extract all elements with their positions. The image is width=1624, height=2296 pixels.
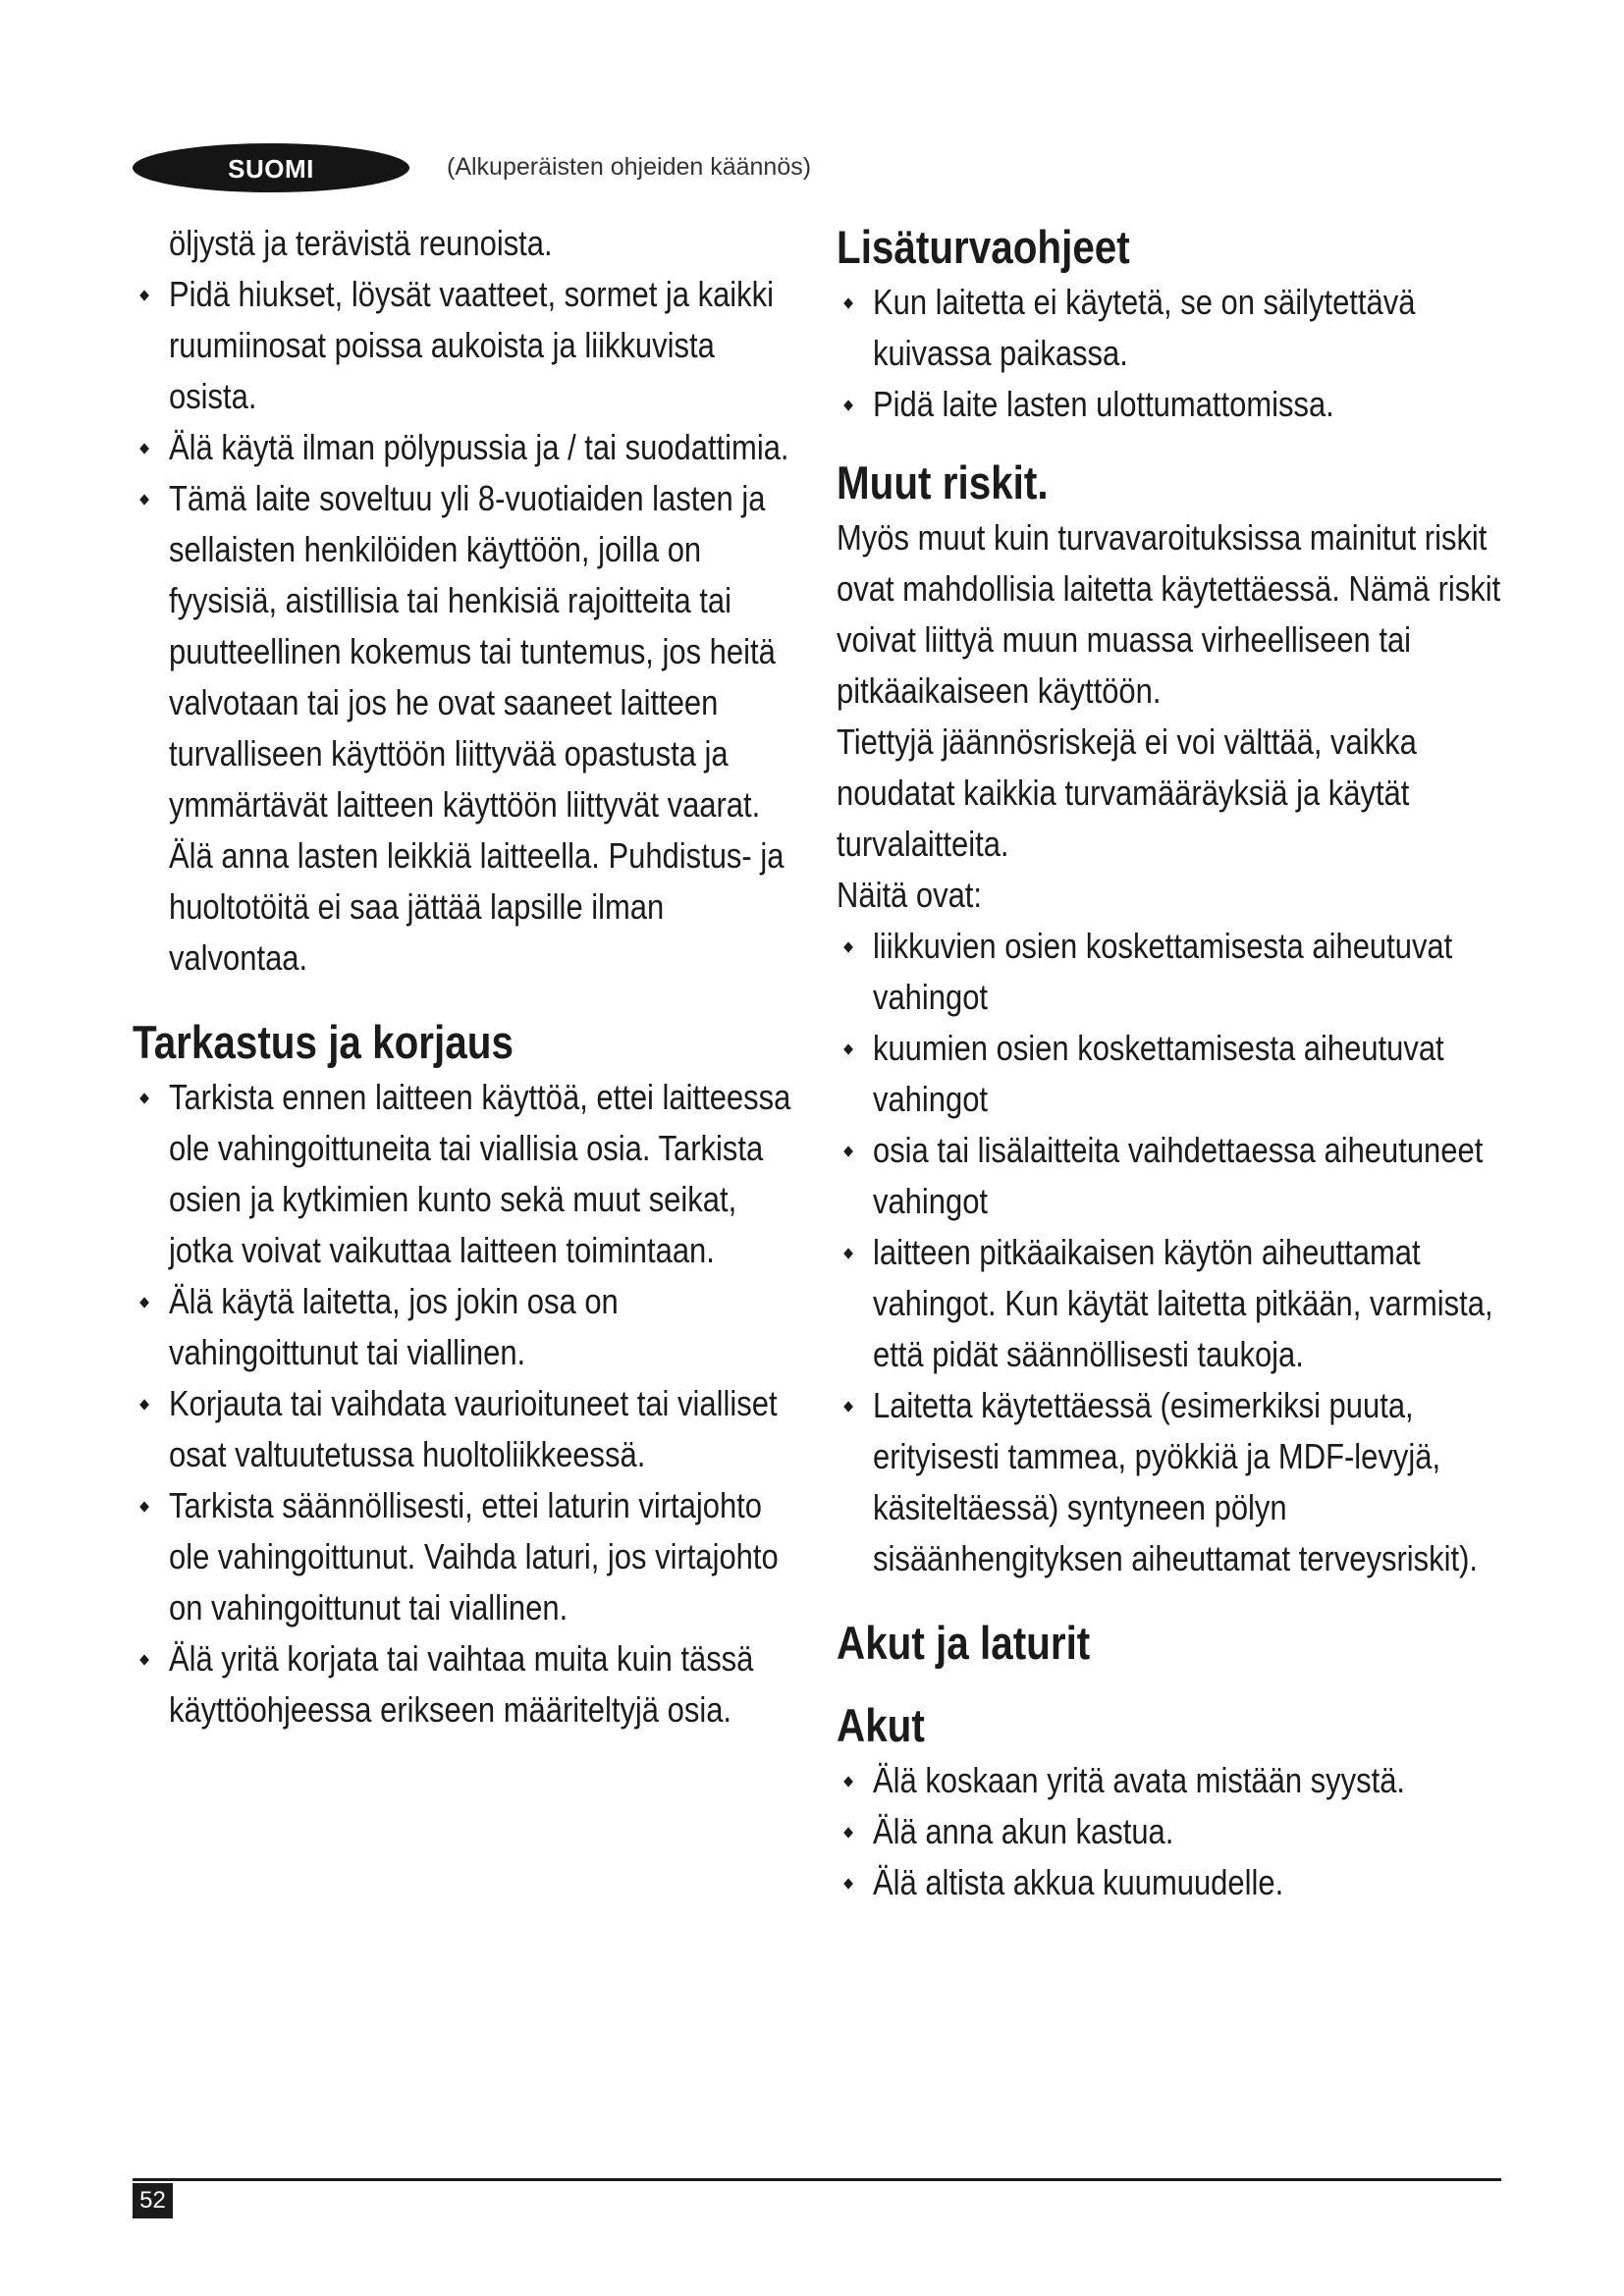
inspection-list bbox=[133, 1072, 808, 1735]
bullet-icon bbox=[843, 1043, 853, 1054]
bullet-icon bbox=[139, 1501, 149, 1512]
list-item: Tarkista ennen laitteen käyttöä, ettei laitteessa ole vahingoittuneita tai viallisia osia. Tarkista osien ja kytkimien kunto sekä muut seikat, jotka voivat vaikuttaa laitteen toimintaan. bbox=[133, 1072, 808, 1276]
bullet-icon bbox=[843, 400, 853, 410]
list-item: Tämä laite soveltuu yli 8-vuotiaiden lasten ja sellaisten henkilöiden käyttöön, joilla on fyysisiä, aistillisia tai henkisiä rajoitteita tai puutteellinen kokemus tai tuntemus, jos heitä valvotaan tai jos he ovat saaneet laitteen turvalliseen käyttöön liittyvää opastusta ja ymmärtävät laitteen käyttöön liittyvät vaarat. Älä anna lasten leikkiä laitteella. Puhdistus- ja huoltotöitä ei saa jättää lapsille ilman valvontaa. bbox=[133, 473, 808, 984]
list-item: Älä yritä korjata tai vaihtaa muita kuin tässä käyttöohjeessa erikseen määriteltyjä osia. bbox=[133, 1633, 808, 1735]
risks-paragraph: Näitä ovat: bbox=[837, 875, 983, 915]
bullet-icon bbox=[843, 297, 853, 308]
list-item: Tarkista säännöllisesti, ettei laturin virtajohto ole vahingoittunut. Vaihda laturi, jos virtajohto on vahingoittunut tai viallinen. bbox=[133, 1480, 808, 1633]
additional-safety-heading: Lisäturvaohjeet bbox=[837, 221, 1130, 273]
bullet-icon bbox=[139, 290, 149, 300]
bullet-icon bbox=[139, 443, 149, 454]
bullet-icon bbox=[843, 1401, 853, 1412]
list-item: Älä anna akun kastua. bbox=[837, 1806, 1512, 1857]
language-label: SUOMI bbox=[228, 154, 314, 184]
bullet-icon bbox=[139, 1297, 149, 1308]
list-item: Korjauta tai vaihdata vaurioituneet tai vialliset osat valtuutetussa huoltoliikkeessä. bbox=[133, 1378, 808, 1480]
list-item: laitteen pitkäaikaisen käytön aiheuttamat vahingot. Kun käytät laitetta pitkään, varmista, että pidät säännöllisesti taukoja. bbox=[837, 1227, 1512, 1380]
page-number: 52 bbox=[133, 2183, 173, 2218]
batteries-chargers-heading: Akut ja laturit bbox=[837, 1617, 1091, 1669]
language-tab bbox=[133, 143, 409, 192]
battery-list bbox=[837, 1755, 1512, 1908]
list-item: Älä altista akkua kuumuudelle. bbox=[837, 1857, 1512, 1908]
list-item: Kun laitetta ei käytetä, se on säilytettävä kuivassa paikassa. bbox=[837, 277, 1512, 379]
risks-list bbox=[837, 921, 1512, 1584]
safety-list bbox=[133, 269, 808, 984]
bullet-icon bbox=[843, 1248, 853, 1258]
bullet-icon bbox=[843, 1146, 853, 1156]
bullet-icon bbox=[139, 1399, 149, 1410]
left-column bbox=[133, 218, 808, 1735]
bullet-icon bbox=[843, 1776, 853, 1787]
footer-divider bbox=[133, 2178, 1501, 2181]
bullet-icon bbox=[139, 1093, 149, 1103]
bullet-icon bbox=[843, 1878, 853, 1889]
batteries-heading: Akut bbox=[837, 1699, 925, 1751]
list-item: Laitetta käytettäessä (esimerkiksi puuta, erityisesti tammea, pyökkiä ja MDF-levyjä, käsiteltäessä) syntyneen pölyn sisäänhengityksen aiheuttamat terveysriskit). bbox=[837, 1380, 1512, 1584]
list-item: Pidä laite lasten ulottumattomissa. bbox=[837, 379, 1512, 430]
bullet-icon bbox=[139, 1654, 149, 1665]
list-item: liikkuvien osien koskettamisesta aiheutuvat vahingot bbox=[837, 921, 1512, 1023]
risks-paragraph: Myös muut kuin turvavaroituksissa mainitut riskit ovat mahdollisia laitetta käytettäessä. Nämä riskit voivat liittyä muun muassa virheelliseen tai pitkäaikaiseen käyttöön. bbox=[837, 517, 1501, 711]
translation-note: (Alkuperäisten ohjeiden käännös) bbox=[447, 153, 812, 181]
additional-safety-list bbox=[837, 277, 1512, 430]
other-risks-heading: Muut riskit. bbox=[837, 456, 1049, 508]
list-item: Älä käytä ilman pölypussia ja / tai suodattimia. bbox=[133, 422, 808, 473]
list-item: Älä koskaan yritä avata mistään syystä. bbox=[837, 1755, 1512, 1806]
bullet-icon bbox=[139, 494, 149, 505]
list-item: osia tai lisälaitteita vaihdettaessa aiheutuneet vahingot bbox=[837, 1125, 1512, 1227]
bullet-icon bbox=[843, 941, 853, 952]
list-item: Älä käytä laitetta, jos jokin osa on vahingoittunut tai viallinen. bbox=[133, 1276, 808, 1378]
risks-paragraph: Tiettyjä jäännösriskejä ei voi välttää, vaikka noudatat kaikkia turvamääräyksiä ja käytät turvalaitteita. bbox=[837, 721, 1417, 864]
list-item: Pidä hiukset, löysät vaatteet, sormet ja kaikki ruumiinosat poissa aukoista ja liikkuvista osista. bbox=[133, 269, 808, 422]
list-item: kuumien osien koskettamisesta aiheutuvat vahingot bbox=[837, 1023, 1512, 1125]
right-column bbox=[837, 218, 1512, 1908]
continued-text: öljystä ja terävistä reunoista. bbox=[168, 223, 553, 263]
inspection-heading: Tarkastus ja korjaus bbox=[133, 1016, 514, 1068]
bullet-icon bbox=[843, 1827, 853, 1838]
